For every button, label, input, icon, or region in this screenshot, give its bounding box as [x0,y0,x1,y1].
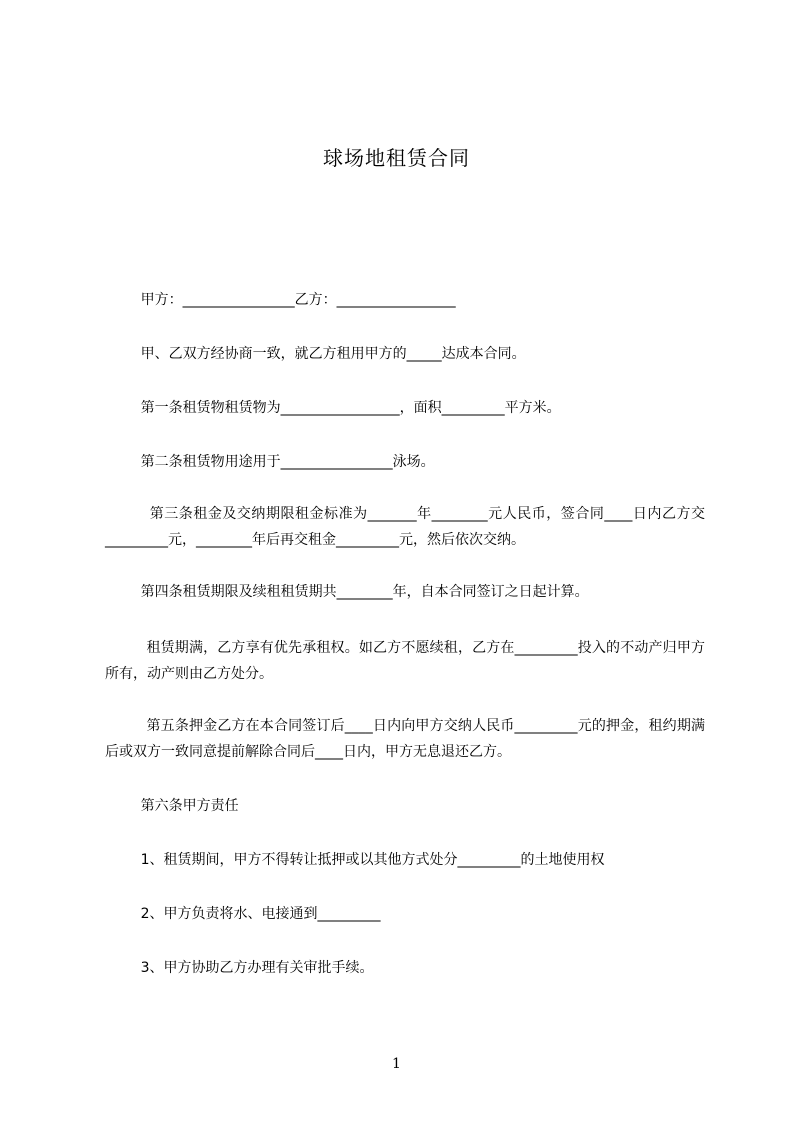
document-title: 球场地租赁合同 [323,146,470,170]
article-2-paragraph: 第二条租赁物用途用于________________泳场。 [105,454,435,470]
article-5-paragraph: 第五条押金乙方在本合同签订后____日内向甲方交纳人民币_________元的押金，租约期满后或双方一致同意提前解除合同后____日内，甲方无息退还乙方。 [105,718,705,760]
article-6-heading: 第六条甲方责任 [105,798,239,814]
parties-line: 甲方：________________乙方：_________________ [105,292,456,308]
article-6-item-1: 1、租赁期间，甲方不得转让抵押或以其他方式处分_________的土地使用权 [105,852,605,868]
article-6-item-2: 2、甲方负责将水、电接通到_________ [105,906,381,922]
article-1-paragraph: 第一条租赁物租赁物为_________________，面积_________平方米。 [105,400,561,416]
preamble-paragraph: 甲、乙双方经协商一致，就乙方租用甲方的_____达成本合同。 [105,346,526,362]
article-3-paragraph: 第三条租金及交纳期限租金标准为_______年________元人民币，签合同____日内乙方交_________元，________年后再交租金_________元，然后依次交纳。 [105,506,705,548]
article-4-paragraph: 第四条租赁期限及续租租赁期共________年，自本合同签订之日起计算。 [105,584,589,600]
page-number: 1 [392,1056,401,1072]
article-6-item-3: 3、甲方协助乙方办理有关审批手续。 [105,960,374,976]
renewal-paragraph: 租赁期满，乙方享有优先承租权。如乙方不愿续租，乙方在_________投入的不动产归甲方所有，动产则由乙方处分。 [105,640,706,682]
